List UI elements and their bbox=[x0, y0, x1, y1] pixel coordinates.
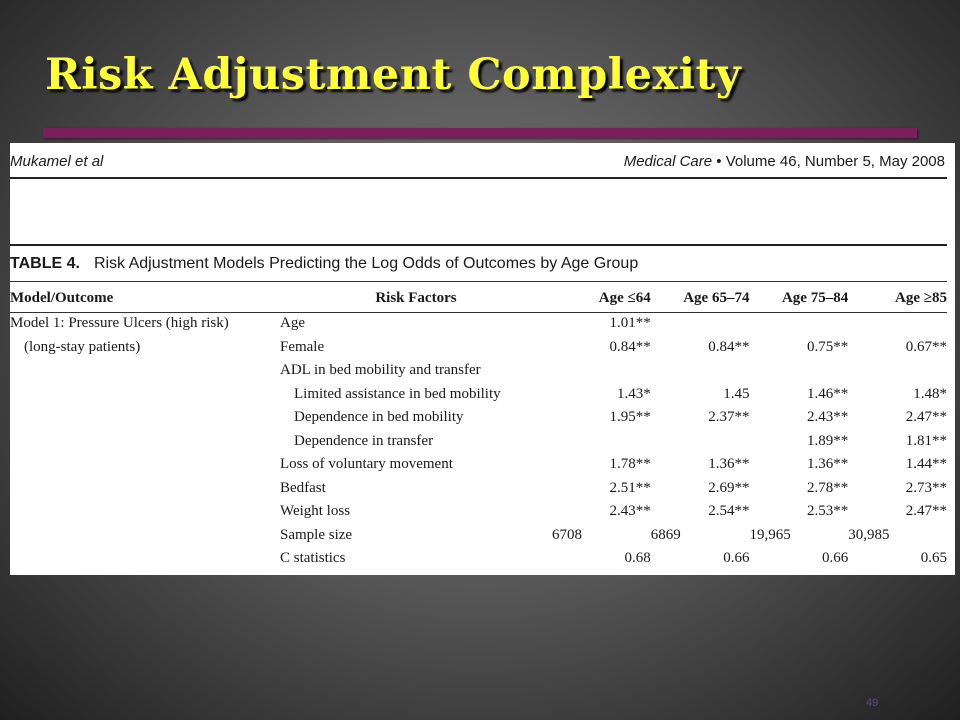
table-row bbox=[10, 547, 947, 571]
value-age-75-84: 2.43** bbox=[806, 409, 849, 426]
value-age-75-84 bbox=[749, 359, 848, 383]
value-age-65-74: 2.54** bbox=[708, 503, 750, 520]
table-row bbox=[10, 500, 947, 524]
value-age-85 bbox=[848, 359, 947, 383]
value-age-64 bbox=[552, 359, 651, 383]
table-row bbox=[10, 524, 947, 548]
journal-table-scan bbox=[10, 143, 955, 575]
col-header-model: Model/Outcome bbox=[10, 289, 114, 306]
value-age-85: 2.47** bbox=[905, 409, 947, 426]
table-caption bbox=[10, 255, 638, 273]
value-age-75-84: 1.46** bbox=[806, 385, 849, 402]
model-subtitle: (long-stay patients) bbox=[24, 338, 141, 355]
table-row bbox=[10, 453, 947, 477]
value-age-85: 0.67** bbox=[905, 338, 947, 355]
value-age-65-74: 0.66 bbox=[723, 550, 750, 567]
value-age-85: 1.44** bbox=[905, 456, 947, 473]
value-age-75-84: 1.36** bbox=[806, 456, 849, 473]
header-rule bbox=[10, 177, 947, 179]
table-title: Risk Adjustment Models Predicting the Log Odds of Outcomes by Age Group bbox=[93, 255, 639, 272]
table-row bbox=[10, 359, 947, 383]
value-age-64: 6708 bbox=[551, 526, 582, 543]
value-age-85: 1.81** bbox=[905, 432, 947, 449]
col-header-age-64: Age ≤64 bbox=[598, 289, 651, 306]
value-age-65-74: 2.37** bbox=[708, 409, 750, 426]
value-age-65-74 bbox=[651, 359, 750, 383]
model-label bbox=[10, 312, 280, 359]
risk-factor: Bedfast bbox=[279, 479, 326, 496]
risk-factor-group: ADL in bed mobility and transfer bbox=[279, 362, 481, 379]
table-row bbox=[10, 477, 947, 501]
value-age-85: 0.65 bbox=[920, 550, 947, 567]
risk-factor: Limited assistance in bed mobility bbox=[293, 385, 501, 402]
value-age-65-74 bbox=[651, 430, 750, 454]
value-age-64: 0.68 bbox=[624, 550, 651, 567]
risk-factor: Sample size bbox=[279, 526, 353, 543]
title-underline bbox=[43, 128, 917, 138]
slide-title: Risk Adjustment Complexity bbox=[45, 50, 742, 100]
table-row bbox=[10, 406, 947, 430]
value-age-85: 2.73** bbox=[905, 479, 947, 496]
caption-rule bbox=[10, 281, 947, 282]
value-age-64: 2.51** bbox=[609, 479, 651, 496]
value-age-85: 1.48* bbox=[913, 385, 947, 402]
table-row bbox=[10, 430, 947, 454]
value-age-75-84: 2.53** bbox=[806, 503, 849, 520]
journal-name: Medical Care bbox=[623, 153, 713, 170]
value-age-85: 30,985 bbox=[848, 526, 890, 543]
risk-factor: Loss of voluntary movement bbox=[279, 456, 453, 473]
value-age-65-74: 1.45 bbox=[723, 385, 750, 402]
page-number: 49 bbox=[866, 697, 879, 709]
value-age-75-84: 0.75** bbox=[806, 338, 849, 355]
risk-factor: Weight loss bbox=[279, 503, 351, 520]
journal-volume: Volume 46, Number 5, May 2008 bbox=[725, 153, 945, 170]
value-age-64: 1.95** bbox=[609, 409, 651, 426]
risk-factor: C statistics bbox=[279, 550, 346, 567]
running-head bbox=[10, 153, 945, 175]
risk-factor: Dependence in bed mobility bbox=[293, 409, 464, 426]
value-age-64: 1.78** bbox=[609, 456, 651, 473]
table-top-rule bbox=[10, 244, 947, 246]
col-header-age-65-74: Age 65–74 bbox=[683, 289, 750, 306]
table-row bbox=[10, 383, 947, 407]
table-header-row bbox=[10, 284, 947, 312]
col-header-age-75-84: Age 75–84 bbox=[781, 289, 849, 306]
risk-factor: Female bbox=[279, 338, 325, 355]
value-age-85: 2.47** bbox=[905, 503, 947, 520]
citation-bullet: • bbox=[716, 153, 722, 170]
value-age-64: 2.43** bbox=[609, 503, 651, 520]
value-age-75-84 bbox=[749, 312, 848, 336]
table-row bbox=[10, 312, 947, 336]
value-age-65-74: 1.36** bbox=[708, 456, 750, 473]
risk-factor: Dependence in transfer bbox=[293, 432, 434, 449]
value-age-65-74: 2.69** bbox=[708, 479, 750, 496]
value-age-75-84: 1.89** bbox=[806, 432, 849, 449]
table-label: TABLE 4. bbox=[10, 255, 80, 272]
col-header-age-85: Age ≥85 bbox=[895, 289, 947, 306]
col-header-risk-factors: Risk Factors bbox=[375, 289, 457, 306]
value-age-65-74: 6869 bbox=[650, 526, 681, 543]
running-head-citation bbox=[624, 153, 945, 170]
value-age-75-84: 0.66 bbox=[821, 550, 849, 567]
risk-factor-table bbox=[10, 284, 947, 571]
value-age-64: 0.84** bbox=[609, 338, 651, 355]
risk-factor: Age bbox=[279, 315, 305, 332]
value-age-85 bbox=[848, 312, 947, 336]
value-age-64 bbox=[552, 430, 651, 454]
value-age-64: 1.43* bbox=[616, 385, 651, 402]
value-age-65-74: 0.84** bbox=[708, 338, 750, 355]
value-age-64: 1.01** bbox=[609, 315, 651, 332]
running-head-authors: Mukamel et al bbox=[10, 153, 104, 170]
value-age-65-74 bbox=[651, 312, 750, 336]
model-name: Model 1: Pressure Ulcers (high risk) bbox=[10, 315, 229, 331]
value-age-75-84: 19,965 bbox=[749, 526, 791, 543]
value-age-75-84: 2.78** bbox=[806, 479, 849, 496]
